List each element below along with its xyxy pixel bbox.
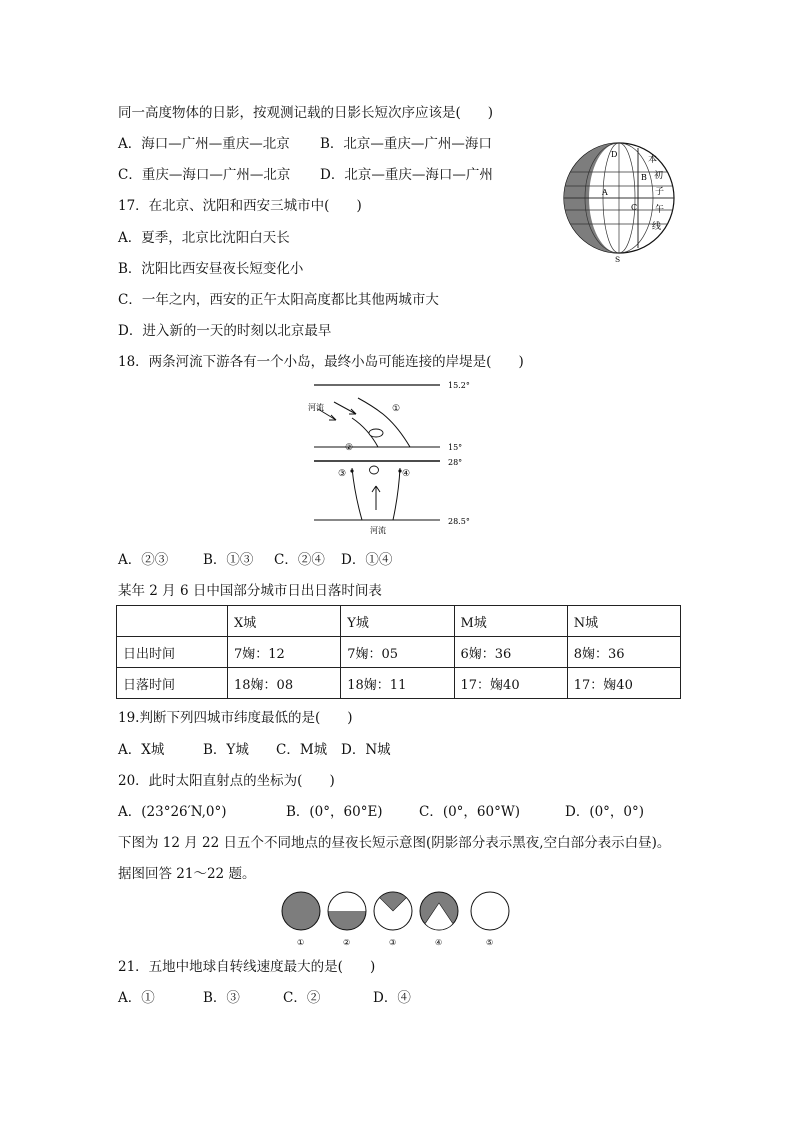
intro-21-line1: 下图为 12 月 22 日五个不同地点的昼夜长短示意图(阴影部分表示黑夜,空白部分表示白昼)。 [118, 835, 671, 851]
circle-5 [471, 892, 509, 930]
q18-stem: 18．两条河流下游各有一个小岛，最终小岛可能连接的岸堤是( ) [118, 354, 524, 370]
island-lower [370, 466, 379, 474]
table-cell: 17：婅40 [567, 668, 680, 699]
arc-char: 午 [655, 205, 665, 215]
table-row [117, 668, 681, 699]
arc-char: 子 [655, 187, 665, 197]
circle-label-2: ② [343, 938, 351, 947]
q20-option-c[interactable]: C．(0°，60°W) [419, 804, 521, 820]
q18-option-d[interactable]: D．①④ [341, 552, 393, 568]
q17-option-c[interactable]: C．一年之内，西安的正午太阳高度都比其他两城市大 [118, 292, 439, 308]
q17-option-d[interactable]: D．进入新的一天的时刻以北京最早 [118, 323, 332, 339]
mark-4: ④ [402, 469, 411, 479]
q18-options [118, 551, 392, 569]
table-header-row [117, 606, 681, 637]
q20-options [118, 803, 644, 821]
q21-option-a[interactable]: A．① [118, 990, 155, 1006]
mark-3: ③ [338, 469, 347, 479]
q19-options [118, 741, 391, 759]
q21-options [118, 989, 411, 1007]
upper-river-bank-top [358, 398, 410, 447]
globe-label-a: A [602, 188, 608, 197]
q16-option-a[interactable]: A．海口—广州—重庆—北京 [118, 136, 290, 152]
q16-options-row2 [118, 166, 493, 184]
q19-option-c[interactable]: C．M城 [276, 742, 328, 758]
table-row [117, 637, 681, 668]
table-header-cell: N城 [567, 606, 680, 637]
circle-label-3: ③ [389, 938, 397, 947]
arc-char: 线 [652, 222, 662, 232]
q17-option-a[interactable]: A．夏季，北京比沈阳白天长 [118, 230, 290, 246]
q21-option-c[interactable]: C．② [283, 990, 321, 1006]
table-header-cell: X城 [228, 606, 341, 637]
q16-option-c[interactable]: C．重庆—海口—广州—北京 [118, 167, 291, 183]
circle-label-1: ① [297, 938, 305, 947]
globe-label-c: C [631, 203, 638, 212]
intro-21-line2: 据图回答 21～22 题。 [118, 866, 256, 882]
q21-option-d[interactable]: D．④ [373, 990, 411, 1006]
sunrise-sunset-table [116, 605, 681, 699]
lat-label-top: 15.2° [448, 381, 470, 390]
q16-option-b[interactable]: B．北京—重庆—广州—海口 [320, 136, 492, 152]
table-cell: 18婅：08 [228, 668, 341, 699]
q19-option-d[interactable]: D．N城 [341, 742, 391, 758]
mark-1: ① [392, 404, 401, 414]
table-caption: 某年 2 月 6 日中国部分城市日出日落时间表 [118, 583, 382, 599]
circle-1 [282, 892, 320, 930]
q20-stem: 20．此时太阳直射点的坐标为( ) [118, 773, 335, 789]
globe-label-d: D [611, 150, 618, 159]
q17-stem: 17．在北京、沈阳和西安三城市中( ) [118, 198, 362, 214]
q18-option-c[interactable]: C．②④ [274, 552, 325, 568]
q19-stem: 19.判断下列四城市纬度最低的是( ) [118, 710, 353, 726]
table-header-cell: M城 [454, 606, 567, 637]
circle-label-5: ⑤ [486, 938, 494, 947]
flow-arrow [334, 402, 356, 414]
island-upper [369, 429, 383, 437]
q16-options-row1 [118, 135, 492, 153]
q19-option-b[interactable]: B．Y城 [203, 742, 249, 758]
table-cell: 7婅：05 [341, 637, 454, 668]
river-label-bottom: 河流 [370, 526, 386, 535]
day-night-circles [280, 890, 516, 948]
lower-river-bank-right [393, 468, 400, 520]
q20-option-a[interactable]: A．(23°26′N,0°) [118, 804, 227, 820]
table-header-cell: Y城 [341, 606, 454, 637]
q16-stem: 同一高度物体的日影，按观测记载的日影长短次序应该是( ) [118, 105, 494, 121]
q17-option-b[interactable]: B．沈阳比西安昼夜长短变化小 [118, 261, 304, 277]
table-cell: 17：婅40 [454, 668, 567, 699]
table-header-cell [117, 606, 228, 637]
q20-option-b[interactable]: B．(0°，60°E) [286, 804, 383, 820]
lat-label-mid2: 28° [448, 458, 463, 467]
q18-option-a[interactable]: A．②③ [118, 552, 169, 568]
table-cell: 日出时间 [117, 637, 228, 668]
arc-char: 初 [654, 171, 664, 181]
river-figure [300, 378, 485, 543]
circle-3 [374, 892, 412, 930]
q16-option-d[interactable]: D．北京—重庆—海口—广州 [320, 167, 493, 183]
globe-label-s: S [615, 255, 621, 264]
q21-stem: 21．五地中地球自转线速度最大的是( ) [118, 959, 376, 975]
globe-figure [560, 140, 688, 266]
table-cell: 18婅：11 [341, 668, 454, 699]
mark-2: ② [345, 443, 354, 453]
lat-label-bottom: 28.5° [448, 517, 470, 526]
table-cell: 6婅：36 [454, 637, 567, 668]
table-cell: 8婅：36 [567, 637, 680, 668]
lat-label-mid1: 15° [448, 443, 463, 452]
q19-option-a[interactable]: A．X城 [118, 742, 165, 758]
table-cell: 7婅：12 [228, 637, 341, 668]
q20-option-d[interactable]: D．(0°，0°) [565, 804, 645, 820]
globe-label-b: B [641, 173, 647, 182]
circle-2 [328, 892, 366, 930]
circle-4 [420, 892, 458, 930]
circle-label-4: ④ [435, 938, 443, 947]
arc-char: 本 [648, 155, 658, 165]
q18-option-b[interactable]: B．①③ [203, 552, 254, 568]
table-cell: 日落时间 [117, 668, 228, 699]
river-label-top: 河流 [308, 403, 324, 412]
lower-river-bank-left [352, 468, 362, 520]
q21-option-b[interactable]: B．③ [203, 990, 240, 1006]
